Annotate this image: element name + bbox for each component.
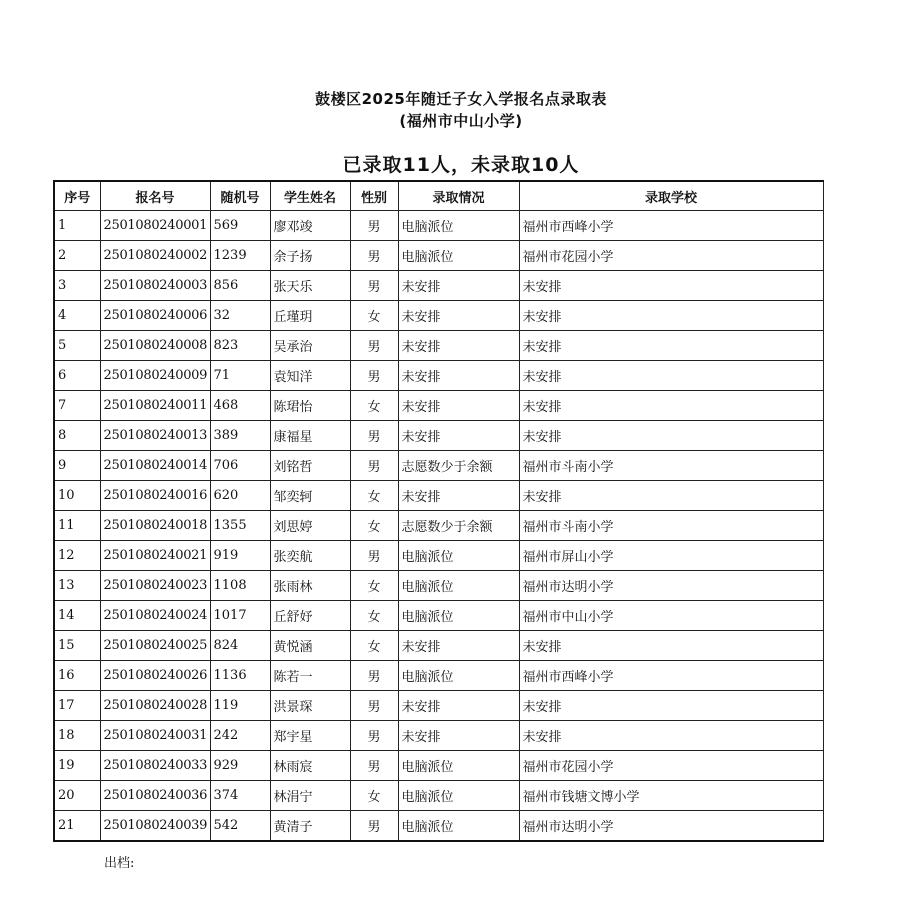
table-row [54, 601, 823, 631]
cell-random-no: 706 [210, 451, 270, 481]
header-random-no: 随机号 [210, 181, 270, 211]
table-row [54, 751, 823, 781]
cell-student-name: 康福星 [270, 421, 350, 451]
table-row [54, 361, 823, 391]
cell-gender: 男 [350, 361, 398, 391]
cell-random-no: 823 [210, 331, 270, 361]
cell-seq: 17 [54, 691, 100, 721]
table-row [54, 451, 823, 481]
table-row [54, 661, 823, 691]
table-row [54, 301, 823, 331]
cell-random-no: 929 [210, 751, 270, 781]
cell-student-name: 吴承治 [270, 331, 350, 361]
cell-admission-status: 电脑派位 [398, 241, 519, 271]
cell-random-no: 1239 [210, 241, 270, 271]
cell-admission-status: 未安排 [398, 481, 519, 511]
cell-gender: 女 [350, 301, 398, 331]
cell-registration-no: 2501080240024 [100, 601, 210, 631]
header-gender: 性别 [350, 181, 398, 211]
cell-registration-no: 2501080240001 [100, 211, 210, 241]
cell-seq: 5 [54, 331, 100, 361]
cell-admission-status: 未安排 [398, 691, 519, 721]
table-row [54, 271, 823, 301]
cell-seq: 18 [54, 721, 100, 751]
cell-random-no: 71 [210, 361, 270, 391]
cell-registration-no: 2501080240006 [100, 301, 210, 331]
cell-student-name: 廖邓竣 [270, 211, 350, 241]
cell-student-name: 刘铭哲 [270, 451, 350, 481]
cell-student-name: 陈若一 [270, 661, 350, 691]
cell-student-name: 郑宇星 [270, 721, 350, 751]
cell-registration-no: 2501080240016 [100, 481, 210, 511]
cell-admission-status: 未安排 [398, 721, 519, 751]
cell-random-no: 919 [210, 541, 270, 571]
cell-student-name: 黄清子 [270, 811, 350, 842]
cell-student-name: 邹奕轲 [270, 481, 350, 511]
cell-gender: 女 [350, 631, 398, 661]
cell-gender: 男 [350, 451, 398, 481]
cell-admission-status: 电脑派位 [398, 781, 519, 811]
cell-random-no: 32 [210, 301, 270, 331]
cell-random-no: 374 [210, 781, 270, 811]
cell-registration-no: 2501080240008 [100, 331, 210, 361]
table-row [54, 571, 823, 601]
cell-seq: 12 [54, 541, 100, 571]
cell-admission-status: 电脑派位 [398, 751, 519, 781]
cell-random-no: 468 [210, 391, 270, 421]
cell-admission-status: 电脑派位 [398, 541, 519, 571]
cell-admitted-school: 未安排 [519, 721, 823, 751]
cell-admitted-school: 福州市达明小学 [519, 571, 823, 601]
cell-admission-status: 电脑派位 [398, 811, 519, 842]
cell-registration-no: 2501080240002 [100, 241, 210, 271]
cell-gender: 女 [350, 511, 398, 541]
cell-registration-no: 2501080240009 [100, 361, 210, 391]
cell-registration-no: 2501080240026 [100, 661, 210, 691]
header-registration-no: 报名号 [100, 181, 210, 211]
cell-seq: 8 [54, 421, 100, 451]
cell-admission-status: 未安排 [398, 421, 519, 451]
cell-registration-no: 2501080240018 [100, 511, 210, 541]
cell-admitted-school: 福州市西峰小学 [519, 211, 823, 241]
cell-admitted-school: 未安排 [519, 421, 823, 451]
cell-seq: 1 [54, 211, 100, 241]
cell-random-no: 1017 [210, 601, 270, 631]
cell-seq: 13 [54, 571, 100, 601]
cell-seq: 19 [54, 751, 100, 781]
cell-seq: 4 [54, 301, 100, 331]
cell-admitted-school: 福州市斗南小学 [519, 451, 823, 481]
cell-random-no: 1136 [210, 661, 270, 691]
cell-gender: 女 [350, 391, 398, 421]
cell-student-name: 袁知洋 [270, 361, 350, 391]
table-row [54, 511, 823, 541]
cell-student-name: 林涓宁 [270, 781, 350, 811]
cell-admission-status: 未安排 [398, 331, 519, 361]
cell-gender: 男 [350, 271, 398, 301]
cell-admitted-school: 福州市斗南小学 [519, 511, 823, 541]
cell-admission-status: 电脑派位 [398, 601, 519, 631]
cell-seq: 11 [54, 511, 100, 541]
cell-admitted-school: 未安排 [519, 361, 823, 391]
cell-seq: 2 [54, 241, 100, 271]
cell-admission-status: 未安排 [398, 361, 519, 391]
cell-registration-no: 2501080240003 [100, 271, 210, 301]
cell-seq: 9 [54, 451, 100, 481]
header-admitted-school: 录取学校 [519, 181, 823, 211]
cell-random-no: 242 [210, 721, 270, 751]
cell-random-no: 1355 [210, 511, 270, 541]
cell-student-name: 林雨宸 [270, 751, 350, 781]
cell-admission-status: 志愿数少于余额 [398, 511, 519, 541]
cell-random-no: 824 [210, 631, 270, 661]
cell-gender: 男 [350, 811, 398, 842]
cell-student-name: 张奕航 [270, 541, 350, 571]
footer-note: 出档: [104, 856, 135, 871]
cell-random-no: 1108 [210, 571, 270, 601]
cell-registration-no: 2501080240039 [100, 811, 210, 842]
cell-registration-no: 2501080240013 [100, 421, 210, 451]
cell-registration-no: 2501080240011 [100, 391, 210, 421]
table-row [54, 211, 823, 241]
cell-gender: 男 [350, 421, 398, 451]
cell-gender: 男 [350, 661, 398, 691]
cell-student-name: 丘瑾玥 [270, 301, 350, 331]
admission-table [53, 180, 824, 842]
table-row [54, 691, 823, 721]
cell-registration-no: 2501080240023 [100, 571, 210, 601]
table-row [54, 481, 823, 511]
cell-admitted-school: 福州市钱塘文博小学 [519, 781, 823, 811]
cell-gender: 女 [350, 571, 398, 601]
cell-random-no: 389 [210, 421, 270, 451]
cell-admitted-school: 未安排 [519, 331, 823, 361]
cell-gender: 男 [350, 211, 398, 241]
cell-registration-no: 2501080240014 [100, 451, 210, 481]
table-row [54, 331, 823, 361]
cell-student-name: 洪景琛 [270, 691, 350, 721]
table-row [54, 721, 823, 751]
cell-admission-status: 志愿数少于余额 [398, 451, 519, 481]
cell-admitted-school: 未安排 [519, 631, 823, 661]
cell-gender: 女 [350, 781, 398, 811]
cell-seq: 15 [54, 631, 100, 661]
cell-gender: 女 [350, 481, 398, 511]
cell-seq: 14 [54, 601, 100, 631]
cell-seq: 21 [54, 811, 100, 842]
cell-admission-status: 电脑派位 [398, 661, 519, 691]
table-row [54, 631, 823, 661]
header-seq: 序号 [54, 181, 100, 211]
cell-admission-status: 电脑派位 [398, 571, 519, 601]
cell-registration-no: 2501080240021 [100, 541, 210, 571]
cell-registration-no: 2501080240036 [100, 781, 210, 811]
header-admission-status: 录取情况 [398, 181, 519, 211]
table-row [54, 541, 823, 571]
cell-registration-no: 2501080240025 [100, 631, 210, 661]
cell-random-no: 856 [210, 271, 270, 301]
cell-random-no: 542 [210, 811, 270, 842]
cell-student-name: 陈珺怡 [270, 391, 350, 421]
document-subtitle: (福州市中山小学) [399, 112, 523, 130]
document-title: 鼓楼区2025年随迁子女入学报名点录取表 [315, 90, 607, 108]
cell-seq: 16 [54, 661, 100, 691]
cell-admitted-school: 未安排 [519, 271, 823, 301]
cell-admitted-school: 福州市西峰小学 [519, 661, 823, 691]
cell-admitted-school: 福州市花园小学 [519, 751, 823, 781]
table-row [54, 421, 823, 451]
cell-admission-status: 未安排 [398, 631, 519, 661]
cell-admission-status: 未安排 [398, 271, 519, 301]
cell-admitted-school: 未安排 [519, 691, 823, 721]
cell-random-no: 119 [210, 691, 270, 721]
cell-seq: 7 [54, 391, 100, 421]
cell-admitted-school: 未安排 [519, 481, 823, 511]
cell-seq: 3 [54, 271, 100, 301]
cell-admitted-school: 福州市中山小学 [519, 601, 823, 631]
cell-admission-status: 未安排 [398, 391, 519, 421]
header-student-name: 学生姓名 [270, 181, 350, 211]
table-row [54, 781, 823, 811]
cell-student-name: 丘舒妤 [270, 601, 350, 631]
cell-gender: 男 [350, 691, 398, 721]
cell-gender: 男 [350, 331, 398, 361]
cell-gender: 男 [350, 721, 398, 751]
table-row [54, 391, 823, 421]
cell-seq: 6 [54, 361, 100, 391]
cell-admitted-school: 未安排 [519, 301, 823, 331]
table-row [54, 811, 823, 842]
cell-student-name: 刘思婷 [270, 511, 350, 541]
cell-registration-no: 2501080240028 [100, 691, 210, 721]
cell-student-name: 余子扬 [270, 241, 350, 271]
cell-student-name: 张天乐 [270, 271, 350, 301]
table-row [54, 241, 823, 271]
cell-gender: 女 [350, 601, 398, 631]
cell-seq: 10 [54, 481, 100, 511]
cell-admitted-school: 福州市达明小学 [519, 811, 823, 842]
cell-admitted-school: 福州市花园小学 [519, 241, 823, 271]
cell-admitted-school: 未安排 [519, 391, 823, 421]
cell-random-no: 569 [210, 211, 270, 241]
cell-seq: 20 [54, 781, 100, 811]
cell-gender: 男 [350, 541, 398, 571]
table-body [54, 211, 823, 842]
cell-student-name: 张雨林 [270, 571, 350, 601]
cell-admission-status: 未安排 [398, 301, 519, 331]
cell-registration-no: 2501080240033 [100, 751, 210, 781]
cell-admitted-school: 福州市屏山小学 [519, 541, 823, 571]
cell-student-name: 黄悦涵 [270, 631, 350, 661]
table-header-row [54, 181, 823, 211]
cell-gender: 男 [350, 241, 398, 271]
admission-summary: 已录取11人，未录取10人 [342, 154, 580, 176]
cell-registration-no: 2501080240031 [100, 721, 210, 751]
cell-gender: 男 [350, 751, 398, 781]
cell-admission-status: 电脑派位 [398, 211, 519, 241]
cell-random-no: 620 [210, 481, 270, 511]
